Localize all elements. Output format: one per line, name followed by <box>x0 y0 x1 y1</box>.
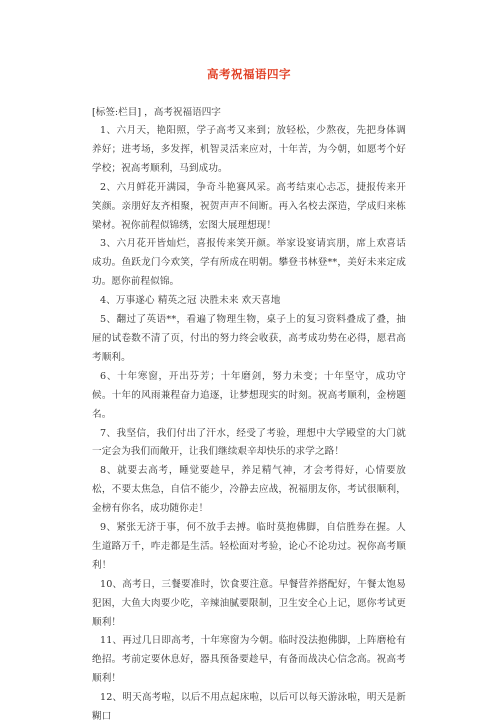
paragraph-text: 5、翻过了英语**，看遍了物理生物，桌子上的复习资料叠成了叠，抽屉的试卷数不清了页，付出的努力终会收获，高考成功势在必得，愿君高考顺利。 <box>92 314 406 363</box>
paragraph-list <box>92 122 406 727</box>
paragraph-text: 12、明天高考啦，以后不用点起床啦，以后可以每天游泳啦，明天是新糊口 <box>92 692 406 723</box>
paragraph-9 <box>92 519 406 576</box>
paragraph-7 <box>92 425 406 463</box>
paragraph-text: 3、六月花开皆灿烂，喜报传来笑开颜。举家设宴请宾朋，席上欢喜话成功。鱼跃龙门今欢笑，学有所成在明朝。攀登书林登**，美好未来定成功。愿你前程似锦。 <box>92 238 406 288</box>
paragraph-10 <box>92 576 406 633</box>
paragraph-2 <box>92 179 406 236</box>
paragraph-4 <box>92 292 406 311</box>
page-title: 高考祝福语四字 <box>207 67 291 81</box>
tag-line: [标签:栏目] ，高考祝福语四字 <box>92 107 221 118</box>
paragraph-text: 9、紧张无济于事，何不放手去搏。临时莫抱佛脚，自信胜券在握。人生道路万千，咋走都是生活。轻松面对考验，论心不论功过。祝你高考顺利！ <box>92 522 406 571</box>
paragraph-6 <box>92 368 406 425</box>
paragraph-text: 10、高考日，三餐要准时，饮食要注意。早餐营养搭配好，午餐太饱易犯困，大鱼大肉要少吃，辛辣油腻要限制，卫生安全心上记，愿你考试更顺利！ <box>92 578 406 628</box>
paragraph-12 <box>92 689 406 727</box>
paragraph-text: 6、十年寒窗，开出芬芳；十年磨剑，努力未变；十年坚守，成功守候。十年的风雨兼程奋力追逐，让梦想现实的时刻。祝高考顺利，金榜题名。 <box>92 370 406 420</box>
paragraph-text: 7、我坚信，我们付出了汗水，经受了考验，理想中大学殿堂的大门就一定会为我们而敞开，让我们继续艰辛却快乐的求学之路！ <box>92 427 406 458</box>
paragraph-text: 1、六月天，艳阳照，学子高考又来到；放轻松，少熬夜，先把身体调养好；进考场，多发挥，机智灵活来应对，十年苦，为今朝，如愿考个好学校；祝高考顺利，马到成功。 <box>92 125 406 174</box>
paragraph-8 <box>92 462 406 519</box>
paragraph-text: 4、万事遂心 精英之冠 决胜未来 欢天喜地 <box>100 295 281 307</box>
paragraph-text: 2、六月鲜花开满园，争奇斗艳赛风采。高考结束心忐忑，捷报传来开笑颜。亲朋好友齐相聚，祝贺声声不间断。再入名校去深造，学成归来栋梁材。祝你前程似锦绣，宏图大展理想现！ <box>92 181 406 231</box>
paragraph-text: 8、就要去高考，睡觉要趁早，养足精气神，才会考得好，心情要放松，不要太焦急，自信不能少，冷静去应战，祝福朋友你，考试很顺利，金榜有你名，成功随你走！ <box>92 465 406 515</box>
paragraph-1 <box>92 122 406 179</box>
paragraph-text: 11、再过几日即高考，十年寒窗为今朝。临时没法抱佛脚，上阵磨枪有绝招。考前定要休息好，器具预备要趁早，有备而战决心信念高。祝高考顺利！ <box>92 635 406 685</box>
paragraph-11 <box>92 632 406 689</box>
paragraph-5 <box>92 311 406 368</box>
paragraph-3 <box>92 235 406 292</box>
